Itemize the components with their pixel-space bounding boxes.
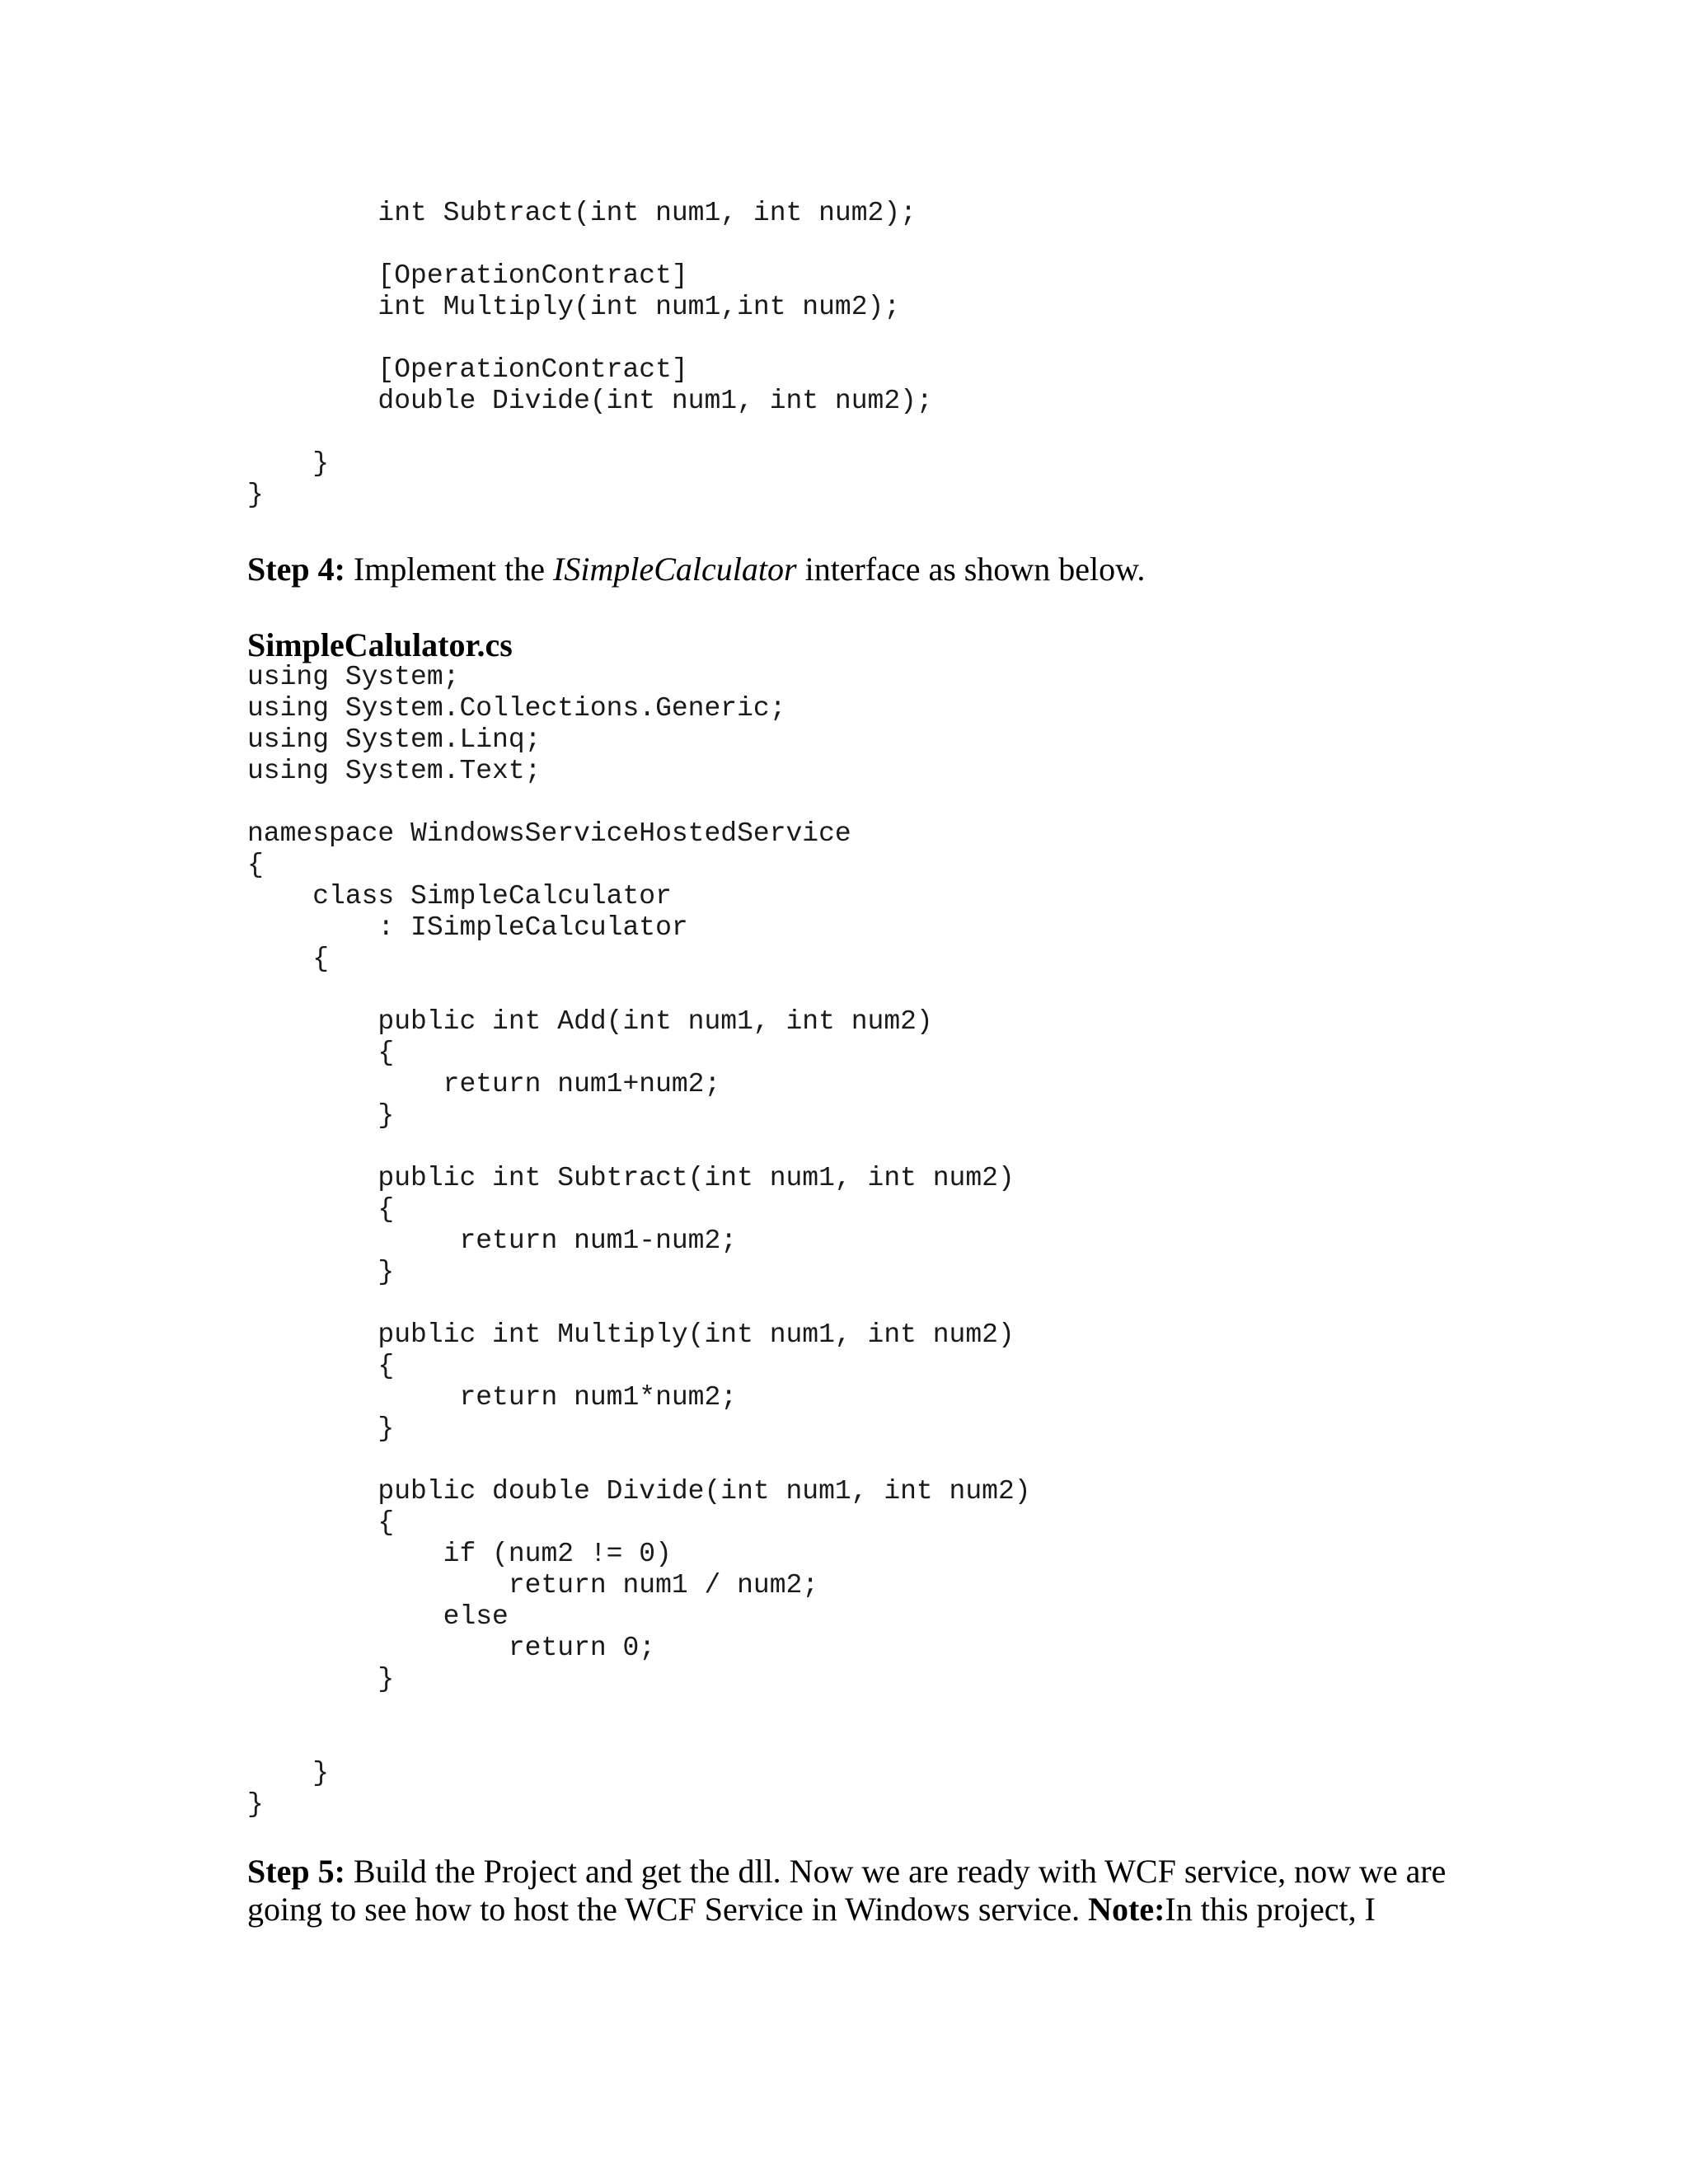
step-4-interface-name: ISimpleCalculator [553,551,797,588]
step-5-paragraph [247,1853,1451,1929]
code-line: } [247,1664,395,1694]
code-line: } [247,480,264,510]
code-line: } [247,1100,395,1131]
code-line: using System.Collections.Generic; [247,693,786,724]
code-line: } [247,1413,395,1444]
code-line: using System.Linq; [247,724,542,755]
step-5-text: Build the Project and get the dll. Now we are ready with WCF service, now we are going to see how to host the WCF Service in Windows service. [247,1853,1447,1928]
code-line: return num1+num2; [247,1069,721,1099]
code-line [247,1695,1031,1727]
code-block-interface-end [247,198,933,511]
code-line: using System; [247,662,460,692]
step-4-text-before: Implement the [345,551,554,588]
code-line [247,975,1031,1006]
code-line: return 0; [247,1633,656,1663]
code-line: public int Add(int num1, int num2) [247,1006,933,1037]
code-line: { [247,1038,395,1068]
code-line [247,1445,1031,1476]
step-4-paragraph [247,551,1451,588]
code-line: { [247,1507,395,1538]
code-line: return num1*num2; [247,1382,738,1413]
file-heading: SimpleCalulator.cs [247,626,513,663]
step-5-label: Step 5: [247,1853,345,1890]
code-line: } [247,1789,264,1820]
step-5-note-label: Note: [1088,1891,1165,1928]
code-line: public int Multiply(int num1, int num2) [247,1319,1015,1350]
code-line [247,229,933,260]
code-line: class SimpleCalculator [247,881,672,912]
code-line: } [247,1257,395,1287]
code-line: { [247,1194,395,1225]
code-line [247,417,933,448]
code-line [247,1288,1031,1319]
code-line: [OperationContract] [247,260,688,291]
code-line: public int Subtract(int num1, int num2) [247,1163,1015,1193]
code-line: double Divide(int num1, int num2); [247,386,933,416]
code-line: { [247,850,264,880]
code-line: { [247,944,330,974]
step-5-note-text: In this project, I [1165,1891,1376,1928]
code-line: } [247,1758,330,1788]
step-4-text-after: interface as shown below. [796,551,1146,588]
code-line: int Multiply(int num1,int num2); [247,292,901,322]
code-line: [OperationContract] [247,354,688,385]
step-4-label: Step 4: [247,551,345,588]
code-line [247,323,933,354]
code-line: int Subtract(int num1, int num2); [247,198,917,228]
code-line: return num1 / num2; [247,1570,819,1601]
code-line: return num1-num2; [247,1226,738,1256]
code-block-simple-calculator [247,662,1031,1821]
code-line [247,787,1031,818]
code-line: : ISimpleCalculator [247,912,688,943]
code-line: if (num2 != 0) [247,1539,672,1569]
code-line [247,1727,1031,1758]
code-line: } [247,448,330,479]
code-line: { [247,1351,395,1381]
code-line: public double Divide(int num1, int num2) [247,1476,1031,1507]
code-line: namespace WindowsServiceHostedService [247,818,851,849]
code-line [247,1132,1031,1163]
code-line: using System.Text; [247,756,542,786]
code-line: else [247,1601,509,1632]
